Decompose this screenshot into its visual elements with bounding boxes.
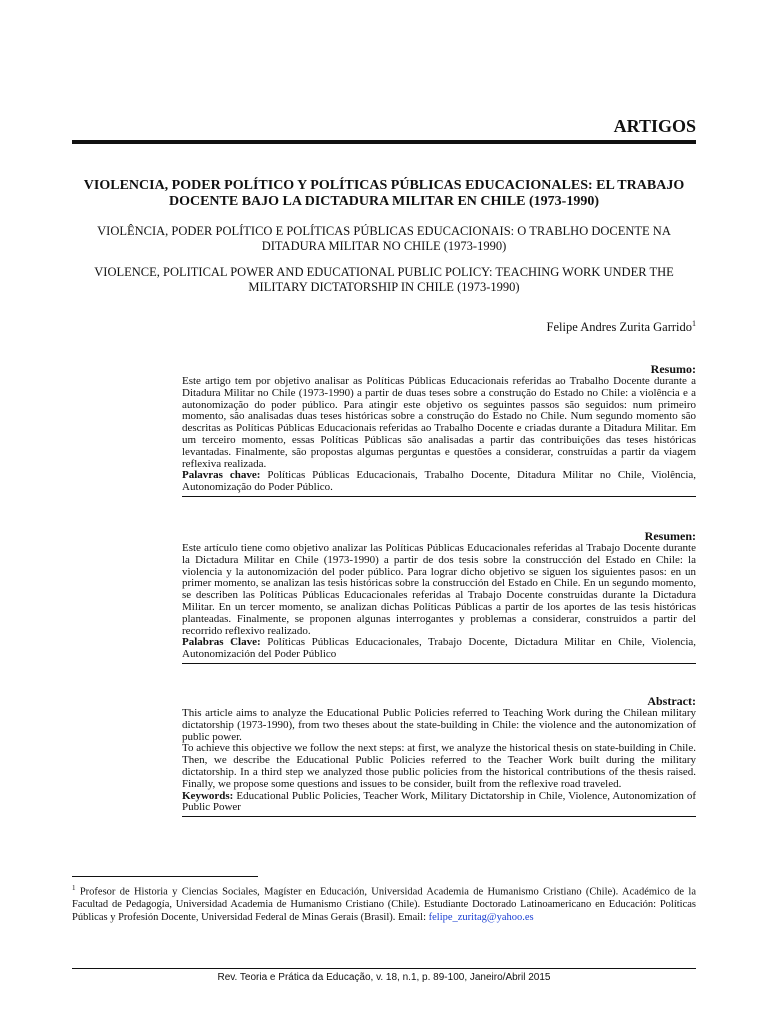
footnote-text: Profesor de Historia y Ciencias Sociales, Magíster en Educación, Universidad Academia de Humanismo Cristiano (Chile). Académico de la Facultad de Pedagogía, Universidad Academia de Humanismo Cristiano (Chile). Estudiante Doctorado Latinoamericano en Educación: Políticas Públicas y Profesión Docente, Universidad Federal de Minas Gerais (Brasil). Email:	[72, 886, 696, 924]
title-english	[72, 265, 696, 295]
abstract-heading: Abstract:	[647, 694, 696, 708]
resumen-block	[182, 530, 696, 664]
abstract-keywords-text: Educational Public Policies, Teacher Work, Military Dictatorship in Chile, Violence, Autonomization of Public Power	[182, 789, 697, 814]
resumo-heading: Resumo:	[650, 362, 696, 376]
title-portuguese	[72, 224, 696, 254]
footnote	[72, 882, 696, 925]
resumo-body: Este artigo tem por objetivo analisar as Políticas Públicas Educacionais referidas ao Trabalho Docente durante a Ditadura Militar no Chile (1973-1990) a partir de duas teses sobre a construção do Estado no Chile: a violência e a autonomização do poder público. Para atingir este objetivo os seguintes passos são seguidos: num primeiro momento, são analisadas duas teses históricas sobre a construção do Estado no Chile. Num segundo momento são descritas as Políticas Públicas Educacionais referidas ao Trabalho Docente e criadas durante a Ditadura Militar. Em um terceiro momento, essas Políticas Públicas são analisadas a partir das contribuições das teses históricas levantadas. Finalmente, são propostas algumas perguntas e questões a considerar, construídas a partir da viagem reflexiva realizada.	[182, 375, 696, 470]
resumen-heading: Resumen:	[644, 529, 696, 543]
title-portuguese-text: VIOLÊNCIA, PODER POLÍTICO E POLÍTICAS PÚBLICAS EDUCACIONAIS: O TRABLHO DOCENTE NA DITADURA MILITAR NO CHILE	[97, 224, 671, 253]
title-spanish: VIOLENCIA, PODER POLÍTICO Y POLÍTICAS PÚBLICAS EDUCACIONALES: EL TRABAJO DOCENTE BAJO LA DICTADURA MILITAR EN CHILE (1973-1990)	[83, 178, 685, 209]
title-english-years: (1973-1990)	[457, 280, 520, 294]
title-english-text: VIOLENCE, POLITICAL POWER AND EDUCATIONAL PUBLIC POLICY: TEACHING WORK UNDER THE MILITARY DICTATORSHIP IN CHILE	[94, 265, 674, 294]
resumo-keywords-text: Políticas Públicas Educacionais, Trabalho Docente, Ditadura Militar no Chile, Violência, Autonomização do Poder Público.	[182, 469, 697, 494]
resumo-keywords-label: Palavras chave:	[182, 469, 261, 482]
resumen-keywords-text: Políticas Públicas Educacionales, Trabajo Docente, Dictadura Militar en Chile, Violencia, Autonomización del Poder Público	[182, 636, 697, 661]
abstract-block	[182, 695, 696, 817]
author-name: Felipe Andres Zurita Garrido	[546, 320, 692, 335]
top-divider	[72, 140, 696, 144]
footer-citation: Rev. Teoria e Prática da Educação, v. 18, n.1, p. 89-100, Janeiro/Abril 2015	[217, 972, 551, 983]
resumo-block	[182, 363, 696, 497]
resumen-keywords	[182, 637, 696, 661]
resumo-keywords	[182, 470, 696, 494]
abstract-body-2: To achieve this objective we follow the next steps: at first, we analyze the historical thesis on state-building in Chile. Then, we describe the Educational Public Policies referred to the Teacher Work built during the military dictatorship. In a third step we analyzed those public policies from the historical contributions of the thesis raised. Finally, we propose some questions and issues to be consider, built from the reflexive road traveled.	[182, 742, 696, 790]
footnote-divider	[72, 876, 258, 877]
author-footnote-mark[interactable]: 1	[692, 319, 696, 328]
abstract-keywords	[182, 791, 696, 815]
resumen-keywords-label: Palabras Clave:	[182, 636, 261, 649]
resumo-divider	[182, 496, 696, 497]
footnote-email-link[interactable]: felipe_zuritag@yahoo.es	[428, 912, 534, 924]
abstract-body-1: This article aims to analyze the Educational Public Policies referred to Teaching Work during the Chilean military dictatorship (1973-1990), from two theses about the state-building in Chile: the violence and the autonomization of public power.	[182, 707, 696, 743]
author	[547, 319, 696, 335]
abstract-divider	[182, 816, 696, 817]
section-label: ARTIGOS	[613, 116, 696, 136]
resumen-divider	[182, 663, 696, 664]
footer-divider	[72, 968, 696, 969]
title-portuguese-years: (1973-1990)	[443, 239, 507, 253]
resumen-body: Este artículo tiene como objetivo analizar las Políticas Públicas Educacionales referidas al Trabajo Docente durante la Dictadura Militar en Chile (1973-1990) a partir de dos tesis sobre la construcción del Estado en Chile: la violencia y la autonomización del poder público. Para lograr dicho objetivo se siguen los siguientes pasos: en un primer momento, se analizan las tesis históricas sobre la construcción del Estado en Chile. En un segundo momento, se describen las Políticas Públicas Educacionales referidas al Trabajo Docente construidas durante la Dictadura Militar. En un tercer momento, se analizan dichas Políticas Públicas a partir de los aportes de las tesis históricas planteadas. Finalmente, se proponen algunas interrogantes y problemas a considerar, construidos a partir del recorrido reflexivo realizado.	[182, 542, 696, 637]
footnote-mark: 1	[72, 884, 76, 892]
abstract-keywords-label: Keywords:	[182, 789, 234, 802]
